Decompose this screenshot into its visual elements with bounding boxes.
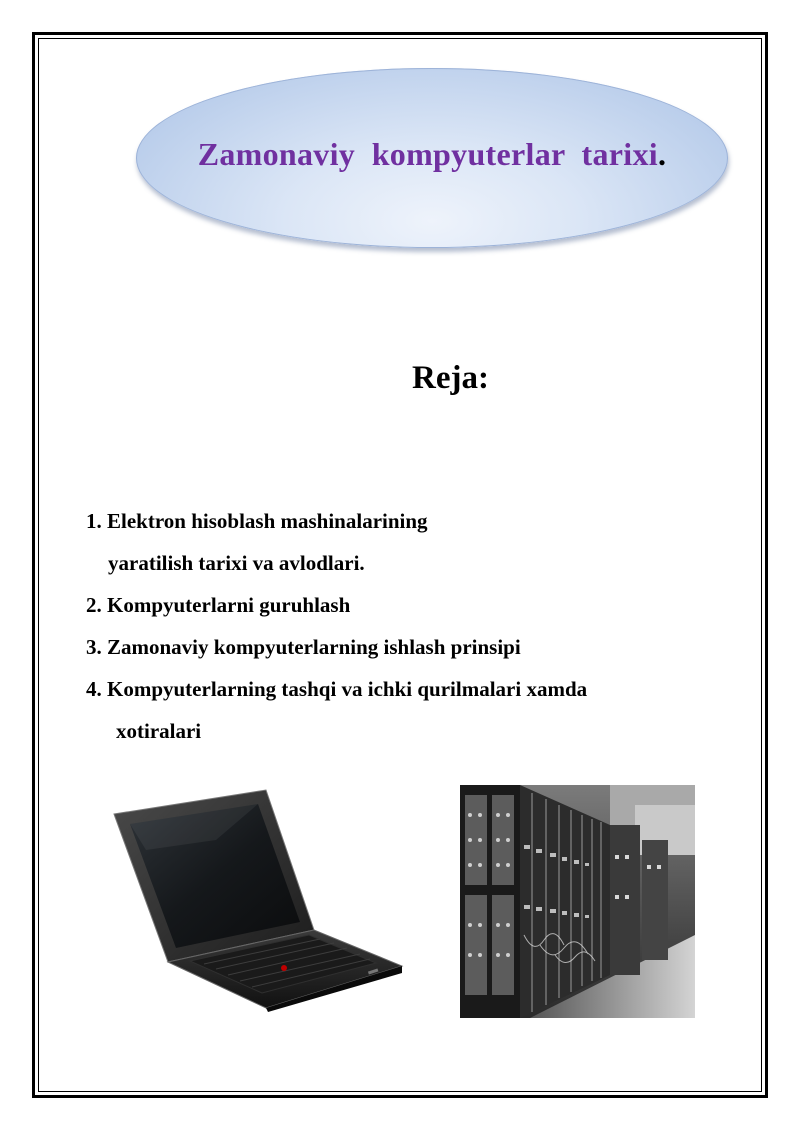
document-title-text: Zamonaviy kompyuterlar tarixi (197, 136, 658, 172)
document-title-period: . (657, 136, 667, 172)
plan-item-3: 3. Zamonaviy kompyuterlarning ishlash prinsipi (86, 635, 521, 659)
laptop-image (106, 780, 406, 1012)
eniac-image (460, 785, 695, 1018)
plan-item-2: 2. Kompyuterlarni guruhlash (86, 593, 351, 617)
plan-item-1: 1. Elektron hisoblash mashinalarining (86, 509, 428, 533)
plan-item-4: 4. Kompyuterlarning tashqi va ichki qurilmalari xamda (86, 677, 588, 701)
document-title (136, 136, 728, 173)
plan-item-1-continuation: yaratilish tarixi va avlodlari. (108, 551, 365, 575)
plan-item-4-continuation: xotiralari (116, 719, 202, 743)
plan-heading: Reja: (412, 360, 489, 396)
